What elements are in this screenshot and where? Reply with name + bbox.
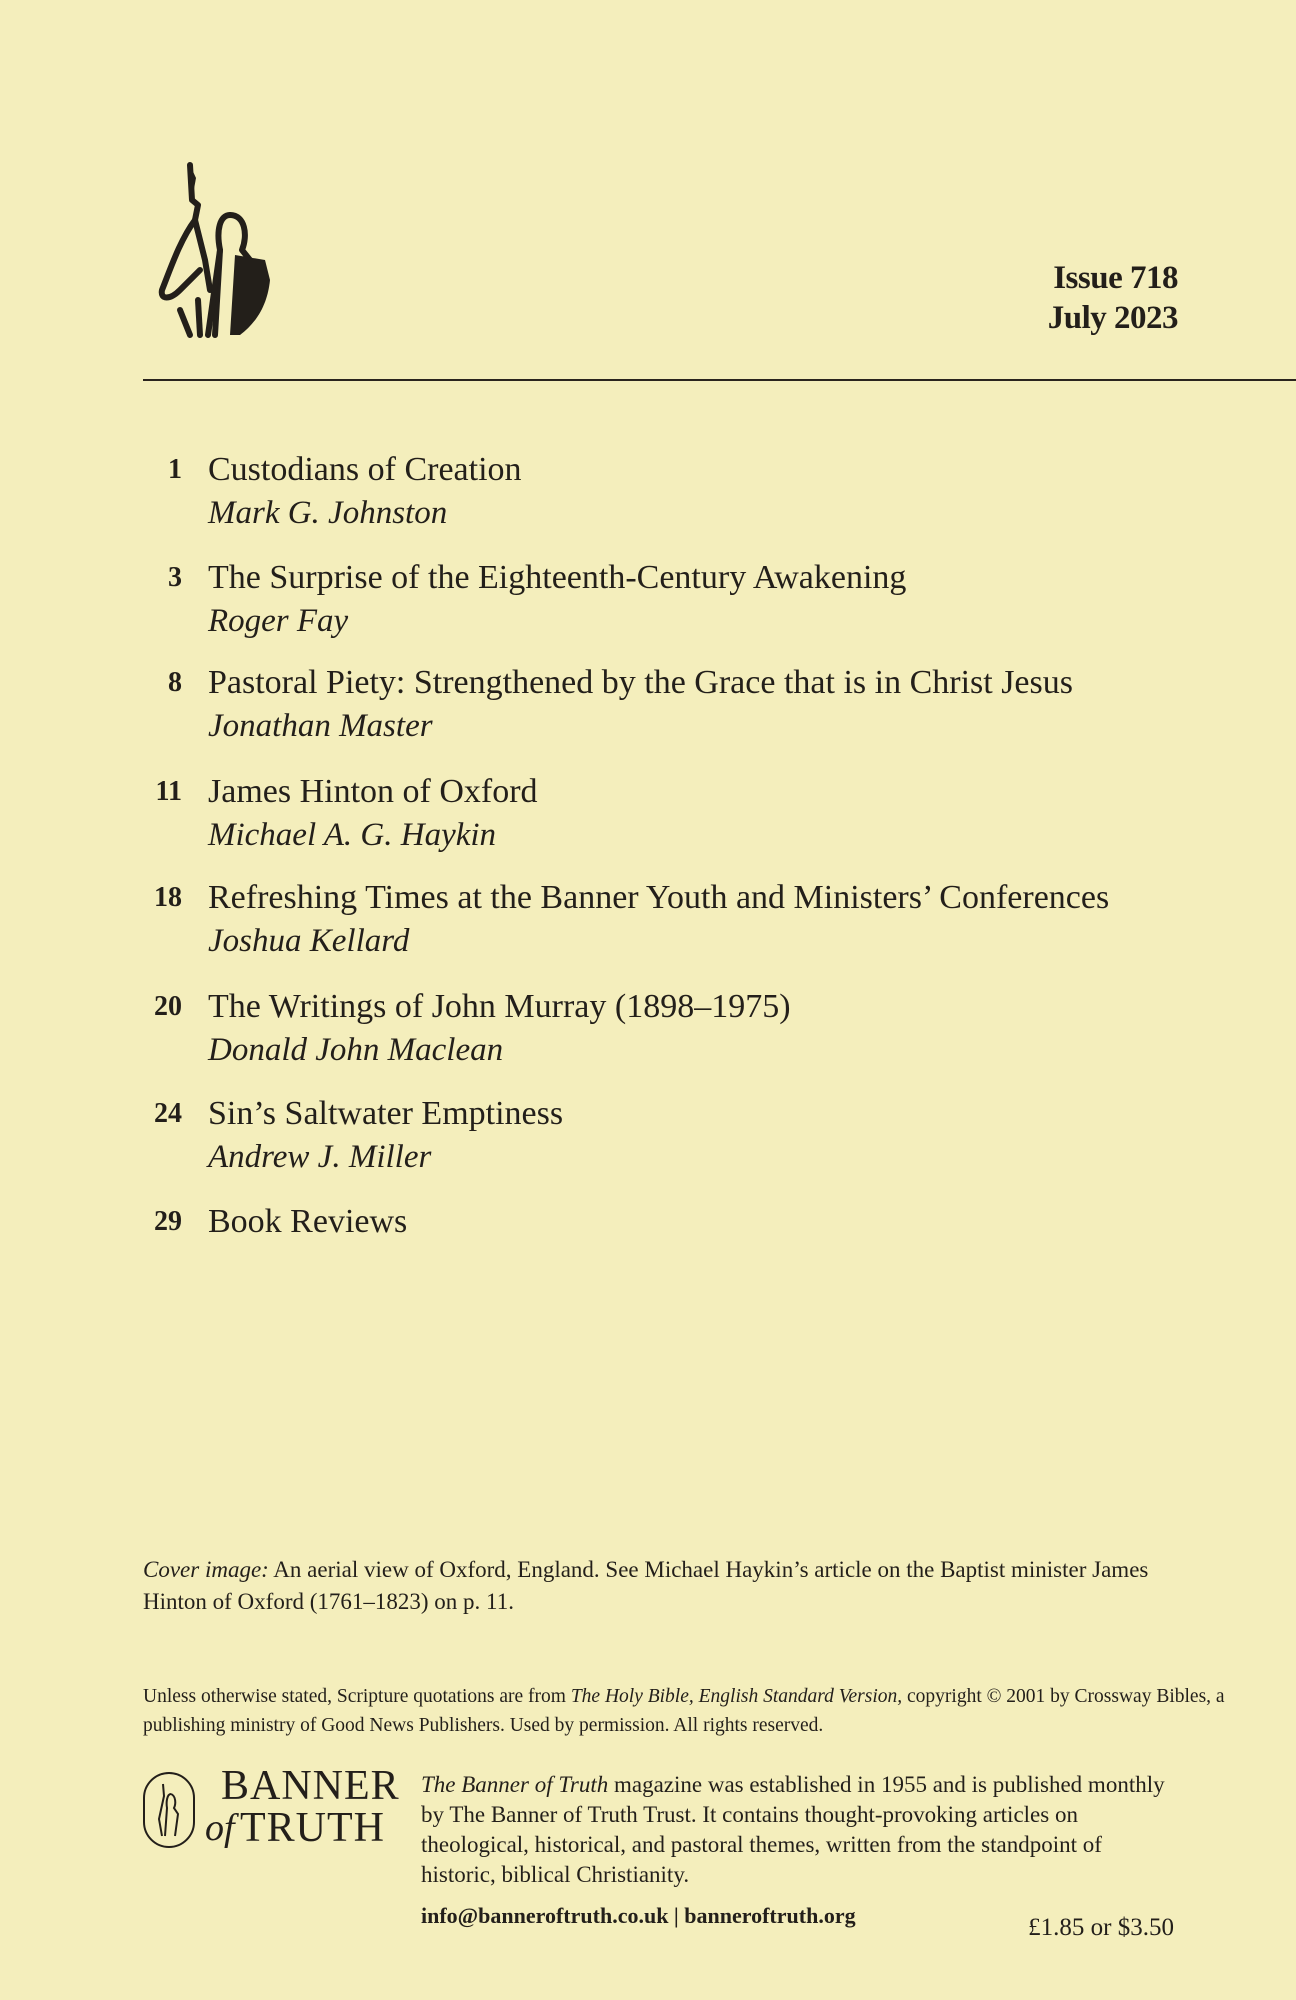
toc-title: The Writings of John Murray (1898–1975) (208, 988, 791, 1025)
issue-date: July 2023 (1047, 300, 1178, 336)
toc-title: James Hinton of Oxford (208, 773, 538, 810)
divider (143, 379, 1296, 381)
about-text (421, 1770, 1181, 1890)
toc-page: 11 (155, 776, 182, 807)
toc-author: Michael A. G. Haykin (208, 817, 497, 853)
cover-caption (143, 1554, 1193, 1618)
issue-number: Issue 718 (1053, 260, 1178, 296)
toc-title: Sin’s Saltwater Emptiness (208, 1095, 564, 1132)
toc-title: The Surprise of the Eighteenth-Century Awakening (208, 559, 907, 596)
scripture-text: Unless otherwise stated, Scripture quotations are from (143, 1686, 571, 1707)
issue-info (1048, 258, 1178, 338)
toc-title: Book Reviews (208, 1203, 408, 1240)
toc-page: 1 (168, 454, 182, 485)
banner-of-truth-logo (143, 1763, 403, 1852)
toc-title: Custodians of Creation (208, 451, 522, 488)
cover-label: Cover image: (143, 1557, 269, 1582)
scripture-notice (143, 1682, 1243, 1740)
seal-icon (143, 1772, 195, 1848)
toc-page: 3 (168, 562, 182, 593)
toc-title: Refreshing Times at the Banner Youth and Ministers’ Conferences (208, 879, 1110, 916)
toc-author: Mark G. Johnston (208, 495, 448, 531)
cover-text: An aerial view of Oxford, England. See Michael Haykin’s article on the Baptist minister James Hinton of Oxford (1761–1823) on p. 11. (143, 1557, 1149, 1614)
toc-page: 18 (154, 882, 182, 913)
brand-text: TRUTH (240, 1805, 385, 1851)
price: £1.85 or $3.50 (1028, 1914, 1174, 1941)
toc-page: 20 (154, 991, 182, 1022)
preacher-figure-icon (150, 160, 300, 340)
toc-author: Joshua Kellard (208, 923, 410, 959)
brand-text: of (205, 1807, 235, 1849)
toc-page: 29 (154, 1206, 182, 1237)
toc-title: Pastoral Piety: Strengthened by the Grace that is in Christ Jesus (208, 664, 1073, 701)
scripture-text: copyright © 2001 by Crossway Bibles, a publishing ministry of Good News Publishers. Used by permission. All rights reserved. (143, 1686, 1225, 1736)
toc-page: 8 (168, 667, 182, 698)
magazine-title: The Banner of Truth (421, 1772, 609, 1797)
contact-links[interactable]: info@banneroftruth.co.uk | banneroftruth.org (421, 1903, 856, 1928)
toc-page: 24 (154, 1098, 182, 1129)
toc-author: Andrew J. Miller (208, 1139, 432, 1175)
toc-author: Roger Fay (208, 603, 349, 639)
brand-text: BANNER (221, 1763, 400, 1809)
bible-title: The Holy Bible, English Standard Version, (570, 1686, 903, 1707)
toc-author: Jonathan Master (208, 708, 433, 744)
toc-author: Donald John Maclean (208, 1032, 504, 1068)
about-body: magazine was established in 1955 and is published monthly by The Banner of Truth Trust. It contains thought-provoking articles on theological, historical, and pastoral themes, written from the standpoint of historic, biblical Christianity. (421, 1772, 1165, 1887)
